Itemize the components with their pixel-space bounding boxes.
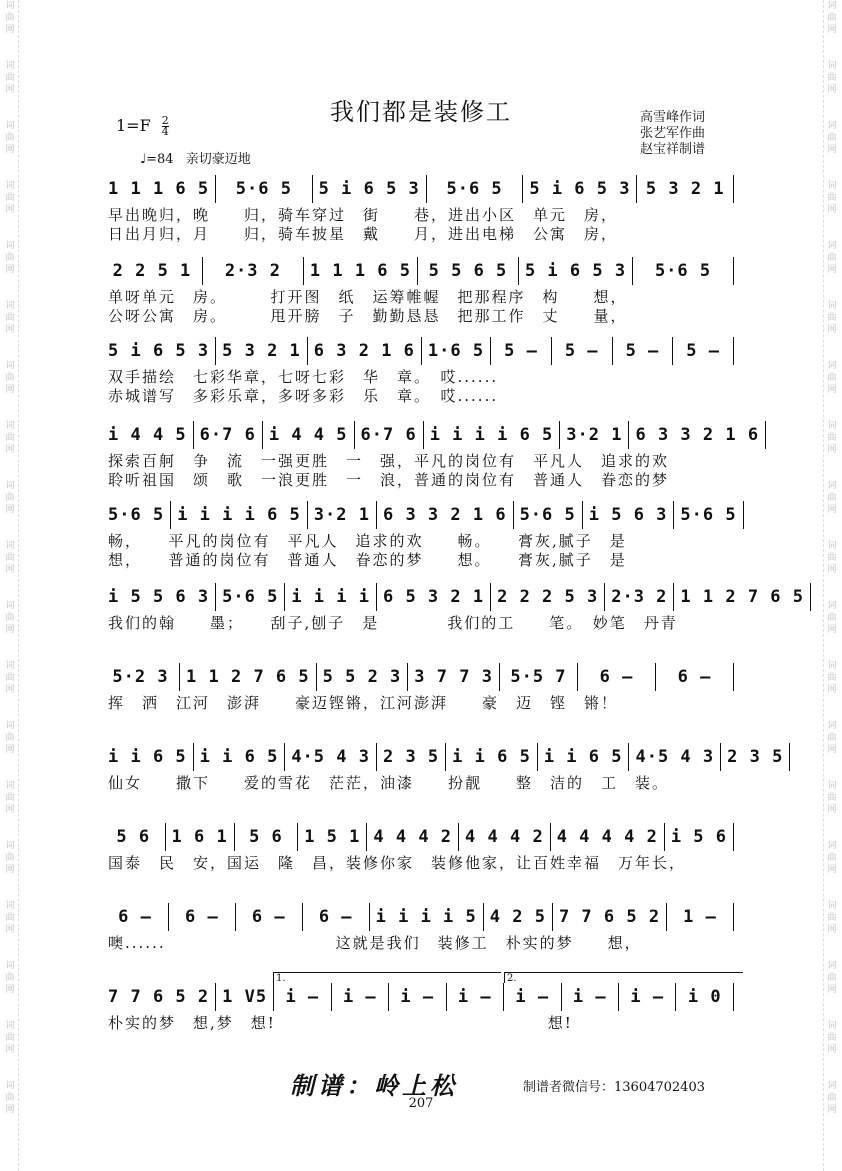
lyric-line: 挥 洒 江河 澎湃 豪迈铿锵，江河澎湃 豪 迈 铿 锵！ (108, 694, 619, 712)
key-label: 1=F (116, 116, 151, 135)
watermark-text: 词 曲 网 (827, 901, 837, 935)
barline (664, 823, 665, 851)
score-system (108, 334, 740, 406)
lyric-line: 早出晚归，晚 归，骑车穿过 街 巷，进出小区 单元 房， (108, 206, 619, 224)
lyric-line: 探索百舸 争 流 一强更胜 一 强，平凡的岗位有 平凡人 追求的欢 (108, 452, 670, 470)
lyricist-credit: 高雪峰作词 (640, 110, 706, 125)
watermark-text: 词 曲 网 (827, 601, 837, 635)
barline (376, 743, 377, 771)
barline (423, 421, 424, 449)
watermark-text: 词 曲 网 (5, 181, 15, 215)
barline (551, 337, 552, 365)
notation-line (108, 334, 740, 368)
measure: i – (457, 987, 492, 1007)
barline (490, 583, 491, 611)
measure: 1 6 1 (171, 827, 228, 847)
barline (513, 501, 514, 529)
measure: 2 3 5 (382, 747, 440, 767)
score-system (108, 973, 740, 1052)
barline (673, 583, 674, 611)
watermark-text: 词 曲 网 (827, 301, 837, 335)
measure: 4 4 4 2 (373, 827, 453, 847)
measure: 4 4 4 2 (465, 827, 544, 847)
notation-line (108, 820, 740, 854)
measure: 5 – (686, 341, 721, 361)
watermark-text: 词 曲 网 (827, 61, 837, 95)
lyric-line: 单呀单元 房。 打开图 纸 运筹帷幄 把那程序 构 想， (108, 288, 628, 306)
watermark-text: 词 曲 网 (5, 481, 15, 515)
lyric-line: 噢...... 这就是我们 装修工 朴实的梦 想， (108, 934, 642, 952)
score-system (108, 498, 740, 570)
lyric-line (108, 793, 740, 812)
barline (388, 983, 389, 1011)
lyric-line (108, 713, 740, 732)
watermark-text: 词 曲 网 (5, 361, 15, 395)
barline (407, 663, 408, 691)
lyric-line: 朴实的梦 想,梦 想! 想! (108, 1014, 573, 1032)
composer-credit: 张艺军作曲 (640, 126, 706, 141)
barline (632, 257, 633, 285)
wechat-contact: 制谱者微信号：13604702403 (523, 1080, 705, 1095)
barline (168, 903, 169, 931)
barline (612, 337, 613, 365)
barline (417, 257, 418, 285)
tempo-marking (140, 148, 251, 167)
measure: 2·3 2 (611, 587, 668, 607)
barline (499, 663, 500, 691)
measure: 5·6 5 (446, 179, 503, 199)
lyric-line (108, 953, 740, 972)
watermark-text: 词 曲 网 (827, 181, 837, 215)
barline (273, 983, 274, 1011)
measure: 5 i 6 5 3 (529, 179, 631, 199)
watermark-text: 词 曲 网 (827, 1081, 837, 1115)
measure: 3·2 1 (313, 505, 370, 525)
measure: 6 – (318, 907, 353, 927)
barline (193, 421, 194, 449)
signature: 制谱：岭上松 (290, 1071, 458, 1100)
barline (733, 175, 734, 203)
notation-line (108, 498, 740, 532)
measure: 4·5 4 3 (291, 747, 370, 767)
barline (262, 421, 263, 449)
barline (550, 823, 551, 851)
barline (577, 663, 578, 691)
right-margin-watermark (823, 0, 840, 1171)
page-number: 207 (408, 1096, 434, 1111)
measure: 6·7 6 (360, 425, 417, 445)
measure: 5·2 3 (112, 667, 169, 687)
measure: 5 5 2 3 (322, 667, 402, 687)
measure: 1 1 1 6 5 (108, 179, 210, 199)
watermark-text: 词 曲 网 (827, 781, 837, 815)
measure: 1 – (683, 907, 717, 927)
measure: i 4 4 5 (108, 425, 187, 445)
time-signature (162, 116, 169, 137)
barline (421, 337, 422, 365)
barline (312, 175, 313, 203)
measure: i – (572, 987, 607, 1007)
measure: 6 5 3 2 1 (382, 587, 485, 607)
lyric-line: 赤城谱写 多彩乐章，多呀多彩 乐 章。 哎...... (108, 387, 499, 405)
barline (673, 501, 674, 529)
notation-line (108, 980, 740, 1014)
measure: 5·6 5 (680, 505, 737, 525)
measure: 3 7 7 3 (414, 667, 493, 687)
measure: 6·7 6 (199, 425, 256, 445)
barline (483, 903, 484, 931)
barline (170, 501, 171, 529)
measure: 1 1 2 7 6 5 (680, 587, 804, 607)
watermark-text: 词 曲 网 (5, 661, 15, 695)
score-system (108, 254, 740, 326)
measure: 7 7 6 5 2 (558, 907, 661, 927)
barline (369, 903, 370, 931)
transcriber-credit: 赵宝祥制谱 (640, 142, 706, 157)
measure: i 5 5 6 3 (108, 587, 210, 607)
watermark-text: 词 曲 网 (5, 601, 15, 635)
measure: 6 – (599, 667, 634, 687)
barline (733, 663, 734, 691)
measure: 4·5 4 3 (635, 747, 715, 767)
notation-line (108, 172, 740, 206)
barline (165, 823, 166, 851)
barline (720, 743, 721, 771)
barline (302, 903, 303, 931)
score-system (108, 660, 740, 732)
watermark-text: 词 曲 网 (5, 61, 15, 95)
barline (675, 983, 676, 1011)
barline (215, 583, 216, 611)
barline (458, 823, 459, 851)
barline (743, 501, 744, 529)
score-system (108, 580, 804, 652)
barline (552, 903, 553, 931)
watermark-text: 词 曲 网 (827, 361, 837, 395)
barline (235, 903, 236, 931)
measure: i i i i 5 (375, 907, 477, 927)
barline (733, 257, 734, 285)
watermark-text: 词 曲 网 (5, 721, 15, 755)
barline (215, 337, 216, 365)
notation-line (108, 900, 740, 934)
lyric-line: 畅， 平凡的岗位有 平凡人 追求的欢 畅。 膏灰,腻子 是 (108, 532, 627, 550)
watermark-text: 词 曲 网 (5, 841, 15, 875)
lyric-line: 公呀公寓 房。 甩开膀 子 勤勤恳恳 把那工作 丈 量， (108, 307, 628, 325)
barline (446, 983, 447, 1011)
barline (307, 337, 308, 365)
measure: 5 5 6 5 (428, 261, 508, 281)
lyric-line: 我们的翰 墨； 刮子,刨子 是 我们的工 笔。 妙笔 丹青 (108, 614, 678, 632)
notation-line (108, 740, 784, 774)
measure: 5·6 5 (108, 505, 165, 525)
measure: 4 2 5 (489, 907, 546, 927)
score-system (108, 740, 784, 812)
notation-line (108, 660, 740, 694)
barline (316, 663, 317, 691)
barline (303, 257, 304, 285)
barline (234, 823, 235, 851)
measure: i – (515, 987, 550, 1007)
measure: i 5 6 (670, 827, 727, 847)
measure: 1·6 5 (427, 341, 485, 361)
watermark-text: 词 曲 网 (5, 121, 15, 155)
watermark-text: 词 曲 网 (5, 241, 15, 275)
time-top: 2 (161, 114, 169, 127)
barline (628, 743, 629, 771)
barline (202, 257, 203, 285)
barline (618, 983, 619, 1011)
song-title: 我们都是装修工 (330, 98, 512, 126)
measure: 4 4 4 4 2 (556, 827, 658, 847)
measure: i 0 (687, 987, 722, 1007)
watermark-text: 词 曲 网 (827, 661, 837, 695)
barline (215, 983, 216, 1011)
notation-line (108, 580, 804, 614)
measure: i i i i (291, 587, 370, 607)
measure: i i 6 5 (199, 747, 279, 767)
score-system (108, 172, 740, 244)
measure: 6 – (185, 907, 219, 927)
watermark-text: 词 曲 网 (827, 541, 837, 575)
measure: 5 3 2 1 (645, 179, 725, 199)
measure: i – (400, 987, 435, 1007)
measure: 5 – (625, 341, 660, 361)
measure: 5·6 5 (222, 587, 279, 607)
credits (640, 110, 705, 158)
score-system (108, 418, 760, 490)
barline (376, 583, 377, 611)
measure: 5·6 5 (519, 505, 576, 525)
notation-line (108, 254, 740, 288)
watermark-text: 词 曲 网 (827, 1021, 837, 1055)
watermark-text: 词 曲 网 (827, 241, 837, 275)
measure: 5 3 2 1 (222, 341, 301, 361)
measure: i 4 4 5 (268, 425, 348, 445)
barline (445, 743, 446, 771)
measure: i i 6 5 (108, 747, 187, 767)
barline (537, 743, 538, 771)
left-margin-watermark (2, 0, 19, 1171)
barline (354, 421, 355, 449)
watermark-text: 词 曲 网 (827, 1, 837, 35)
barline (297, 823, 298, 851)
watermark-text: 词 曲 网 (5, 901, 15, 935)
barline (215, 175, 216, 203)
measure: i i 6 5 (543, 747, 623, 767)
key-signature (116, 116, 169, 137)
barline (193, 743, 194, 771)
watermark-text: 词 曲 网 (5, 961, 15, 995)
measure: i i i i 6 5 (177, 505, 301, 525)
volta-first-ending: 1. (273, 972, 501, 983)
barline (366, 823, 367, 851)
measure: 5 i 6 5 3 (108, 341, 210, 361)
watermark-text: 词 曲 网 (827, 841, 837, 875)
measure: i i i i 6 5 (429, 425, 554, 445)
measure: 6 3 3 2 1 6 (382, 505, 507, 525)
barline (522, 175, 523, 203)
lyric-line: 国泰 民 安，国运 隆 昌，装修你家 装修他家，让百姓幸福 万年长， (108, 854, 687, 872)
barline (672, 337, 673, 365)
time-bottom: 4 (161, 125, 169, 138)
measure: 5 – (504, 341, 538, 361)
measure: 6 – (118, 907, 152, 927)
measure: 6 3 3 2 1 6 (635, 425, 760, 445)
measure: 1 1 1 6 5 (309, 261, 411, 281)
barline (582, 501, 583, 529)
barline (503, 983, 504, 1011)
watermark-text: 词 曲 网 (827, 421, 837, 455)
watermark-text: 词 曲 网 (5, 1081, 15, 1115)
measure: 1 1 2 7 6 5 (186, 667, 310, 687)
score-system (108, 820, 740, 892)
measure: 5·5 7 (510, 667, 567, 687)
measure: 5 – (564, 341, 599, 361)
watermark-text: 词 曲 网 (827, 121, 837, 155)
measure: 2 2 5 1 (112, 261, 192, 281)
barline (490, 337, 491, 365)
lyric-line (108, 633, 740, 652)
measure: 5 i 6 5 3 (318, 179, 420, 199)
barline (628, 421, 629, 449)
barline (733, 337, 734, 365)
measure: 2 3 5 (727, 747, 784, 767)
measure: 6 – (677, 667, 712, 687)
barline (666, 903, 667, 931)
measure: i – (342, 987, 377, 1007)
lyric-line: 聆听祖国 颂 歌 一浪更胜 一 浪，普通的岗位有 普通人 眷恋的梦 (108, 471, 670, 489)
barline (733, 823, 734, 851)
barline (789, 743, 790, 771)
measure: i – (285, 987, 320, 1007)
tempo-value: ♩=84 (140, 152, 174, 167)
barline (604, 583, 605, 611)
barline (733, 983, 734, 1011)
measure: 7 7 6 5 2 (108, 987, 210, 1007)
measure: 2 2 2 5 3 (497, 587, 599, 607)
measure: 5 6 (249, 827, 283, 847)
barline (561, 983, 562, 1011)
barline (331, 983, 332, 1011)
barline (376, 501, 377, 529)
volta-second-ending: 2. (504, 972, 743, 983)
watermark-text: 词 曲 网 (827, 481, 837, 515)
measure: i i 6 5 (452, 747, 531, 767)
barline (179, 663, 180, 691)
measure: i – (630, 987, 665, 1007)
notation-line (108, 418, 760, 452)
barline (765, 421, 766, 449)
barline (284, 743, 285, 771)
measure: 5 6 (116, 827, 151, 847)
measure: 2·3 2 (224, 261, 281, 281)
watermark-text: 词 曲 网 (5, 541, 15, 575)
watermark-text: 词 曲 网 (5, 301, 15, 335)
barline (518, 257, 519, 285)
watermark-text: 词 曲 网 (5, 1, 15, 35)
barline (733, 903, 734, 931)
watermark-text: 词 曲 网 (827, 721, 837, 755)
lyric-line: 日出月归，月 归，骑车披星 戴 月，进出电梯 公寓 房， (108, 225, 619, 243)
barline (307, 501, 308, 529)
watermark-text: 词 曲 网 (5, 781, 15, 815)
measure: 1 5 1 (304, 827, 361, 847)
barline (655, 663, 656, 691)
measure: 6 3 2 1 6 (313, 341, 415, 361)
measure: 3·2 1 (566, 425, 623, 445)
watermark-text: 词 曲 网 (5, 1021, 15, 1055)
barline (636, 175, 637, 203)
barline (284, 583, 285, 611)
lyric-line (108, 1033, 740, 1052)
barline (810, 583, 811, 611)
measure: 5·6 5 (654, 261, 712, 281)
measure: i 5 6 3 (588, 505, 668, 525)
measure: 6 – (251, 907, 286, 927)
expression-text: 亲切豪迈地 (185, 152, 251, 167)
lyric-line: 双手描绘 七彩华章，七呀七彩 华 章。 哎...... (108, 368, 499, 386)
measure: 1 V5 (222, 987, 268, 1007)
lyric-line: 想， 普通的岗位有 普通人 眷恋的梦 想。 膏灰,腻子 是 (108, 551, 627, 569)
measure: 5·6 5 (235, 179, 292, 199)
barline (426, 175, 427, 203)
watermark-text: 词 曲 网 (5, 421, 15, 455)
lyric-line (108, 873, 740, 892)
score-system (108, 900, 740, 972)
barline (559, 421, 560, 449)
lyric-line: 仙女 撒下 爱的雪花 茫茫，油漆 扮靓 整 洁的 工 装。 (108, 774, 670, 792)
watermark-text: 词 曲 网 (827, 961, 837, 995)
measure: 5 i 6 5 3 (524, 261, 627, 281)
